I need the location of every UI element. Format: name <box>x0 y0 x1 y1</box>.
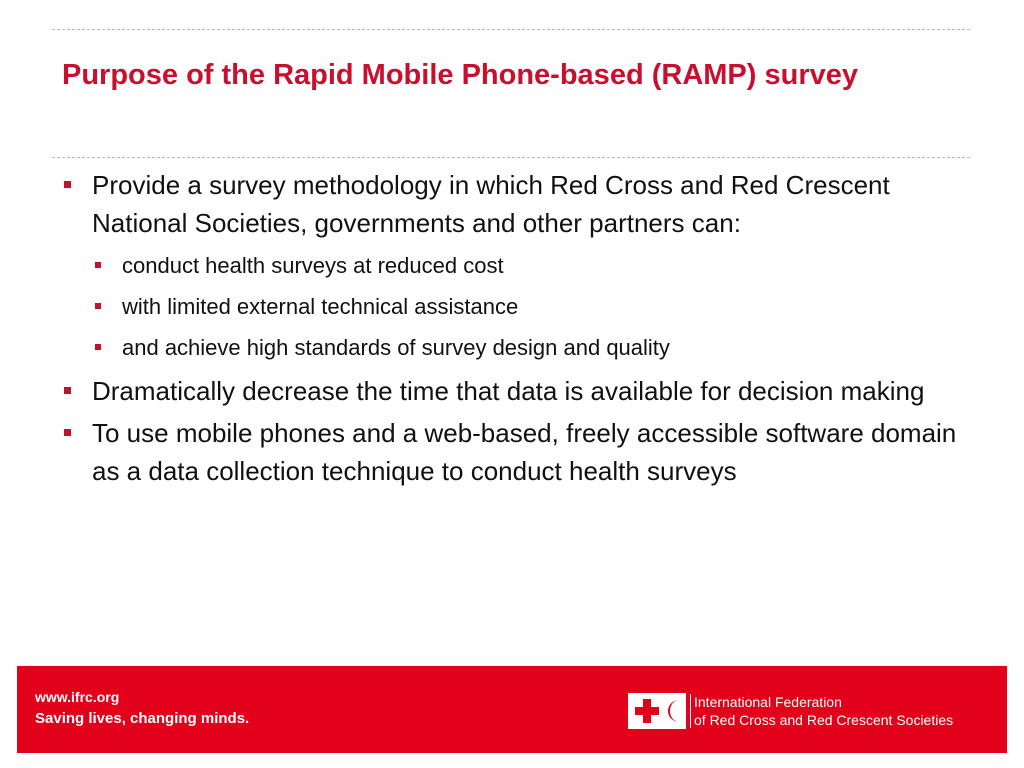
top-dashed-divider <box>52 29 970 30</box>
bullet-square-icon <box>64 429 71 436</box>
bullet-text: Provide a survey methodology in which Red Cross and Red Crescent National Societies, governments and other partners can: <box>92 170 890 238</box>
red-cross-icon <box>634 698 660 724</box>
sub-bullet-text: conduct health surveys at reduced cost <box>122 253 504 278</box>
sub-bullet-text: with limited external technical assistance <box>122 294 519 319</box>
bullet-item <box>62 414 962 490</box>
sub-bullet-item <box>62 327 962 368</box>
ifrc-website-link[interactable]: www.ifrc.org <box>35 689 120 705</box>
footer-banner <box>17 666 1007 753</box>
sub-bullet-item <box>62 245 962 286</box>
bullet-item <box>62 372 962 410</box>
slide-title: Purpose of the Rapid Mobile Phone-based (RAMP) survey <box>62 59 858 91</box>
slide-content <box>62 166 962 490</box>
title-dashed-divider <box>52 157 970 158</box>
org-name-line-2: of Red Cross and Red Crescent Societies <box>694 712 954 728</box>
bullet-item <box>62 166 962 242</box>
sub-bullet-square-icon <box>95 344 101 350</box>
sub-bullet-text: and achieve high standards of survey design and quality <box>122 335 670 360</box>
logo-divider <box>690 694 691 728</box>
bullet-text: To use mobile phones and a web-based, freely accessible software domain as a data collection technique to conduct health surveys <box>92 418 957 486</box>
sub-bullet-item <box>62 286 962 327</box>
bullet-text: Dramatically decrease the time that data is available for decision making <box>92 376 925 406</box>
sub-bullet-square-icon <box>95 303 101 309</box>
sub-bullet-list <box>62 245 962 368</box>
sub-bullet-square-icon <box>95 262 101 268</box>
red-crescent-icon <box>661 697 683 725</box>
bullet-square-icon <box>64 181 71 188</box>
org-name-line-1: International Federation <box>694 694 842 710</box>
ifrc-emblem <box>628 693 686 729</box>
footer-slogan: Saving lives, changing minds. <box>35 710 250 727</box>
bullet-square-icon <box>64 387 71 394</box>
